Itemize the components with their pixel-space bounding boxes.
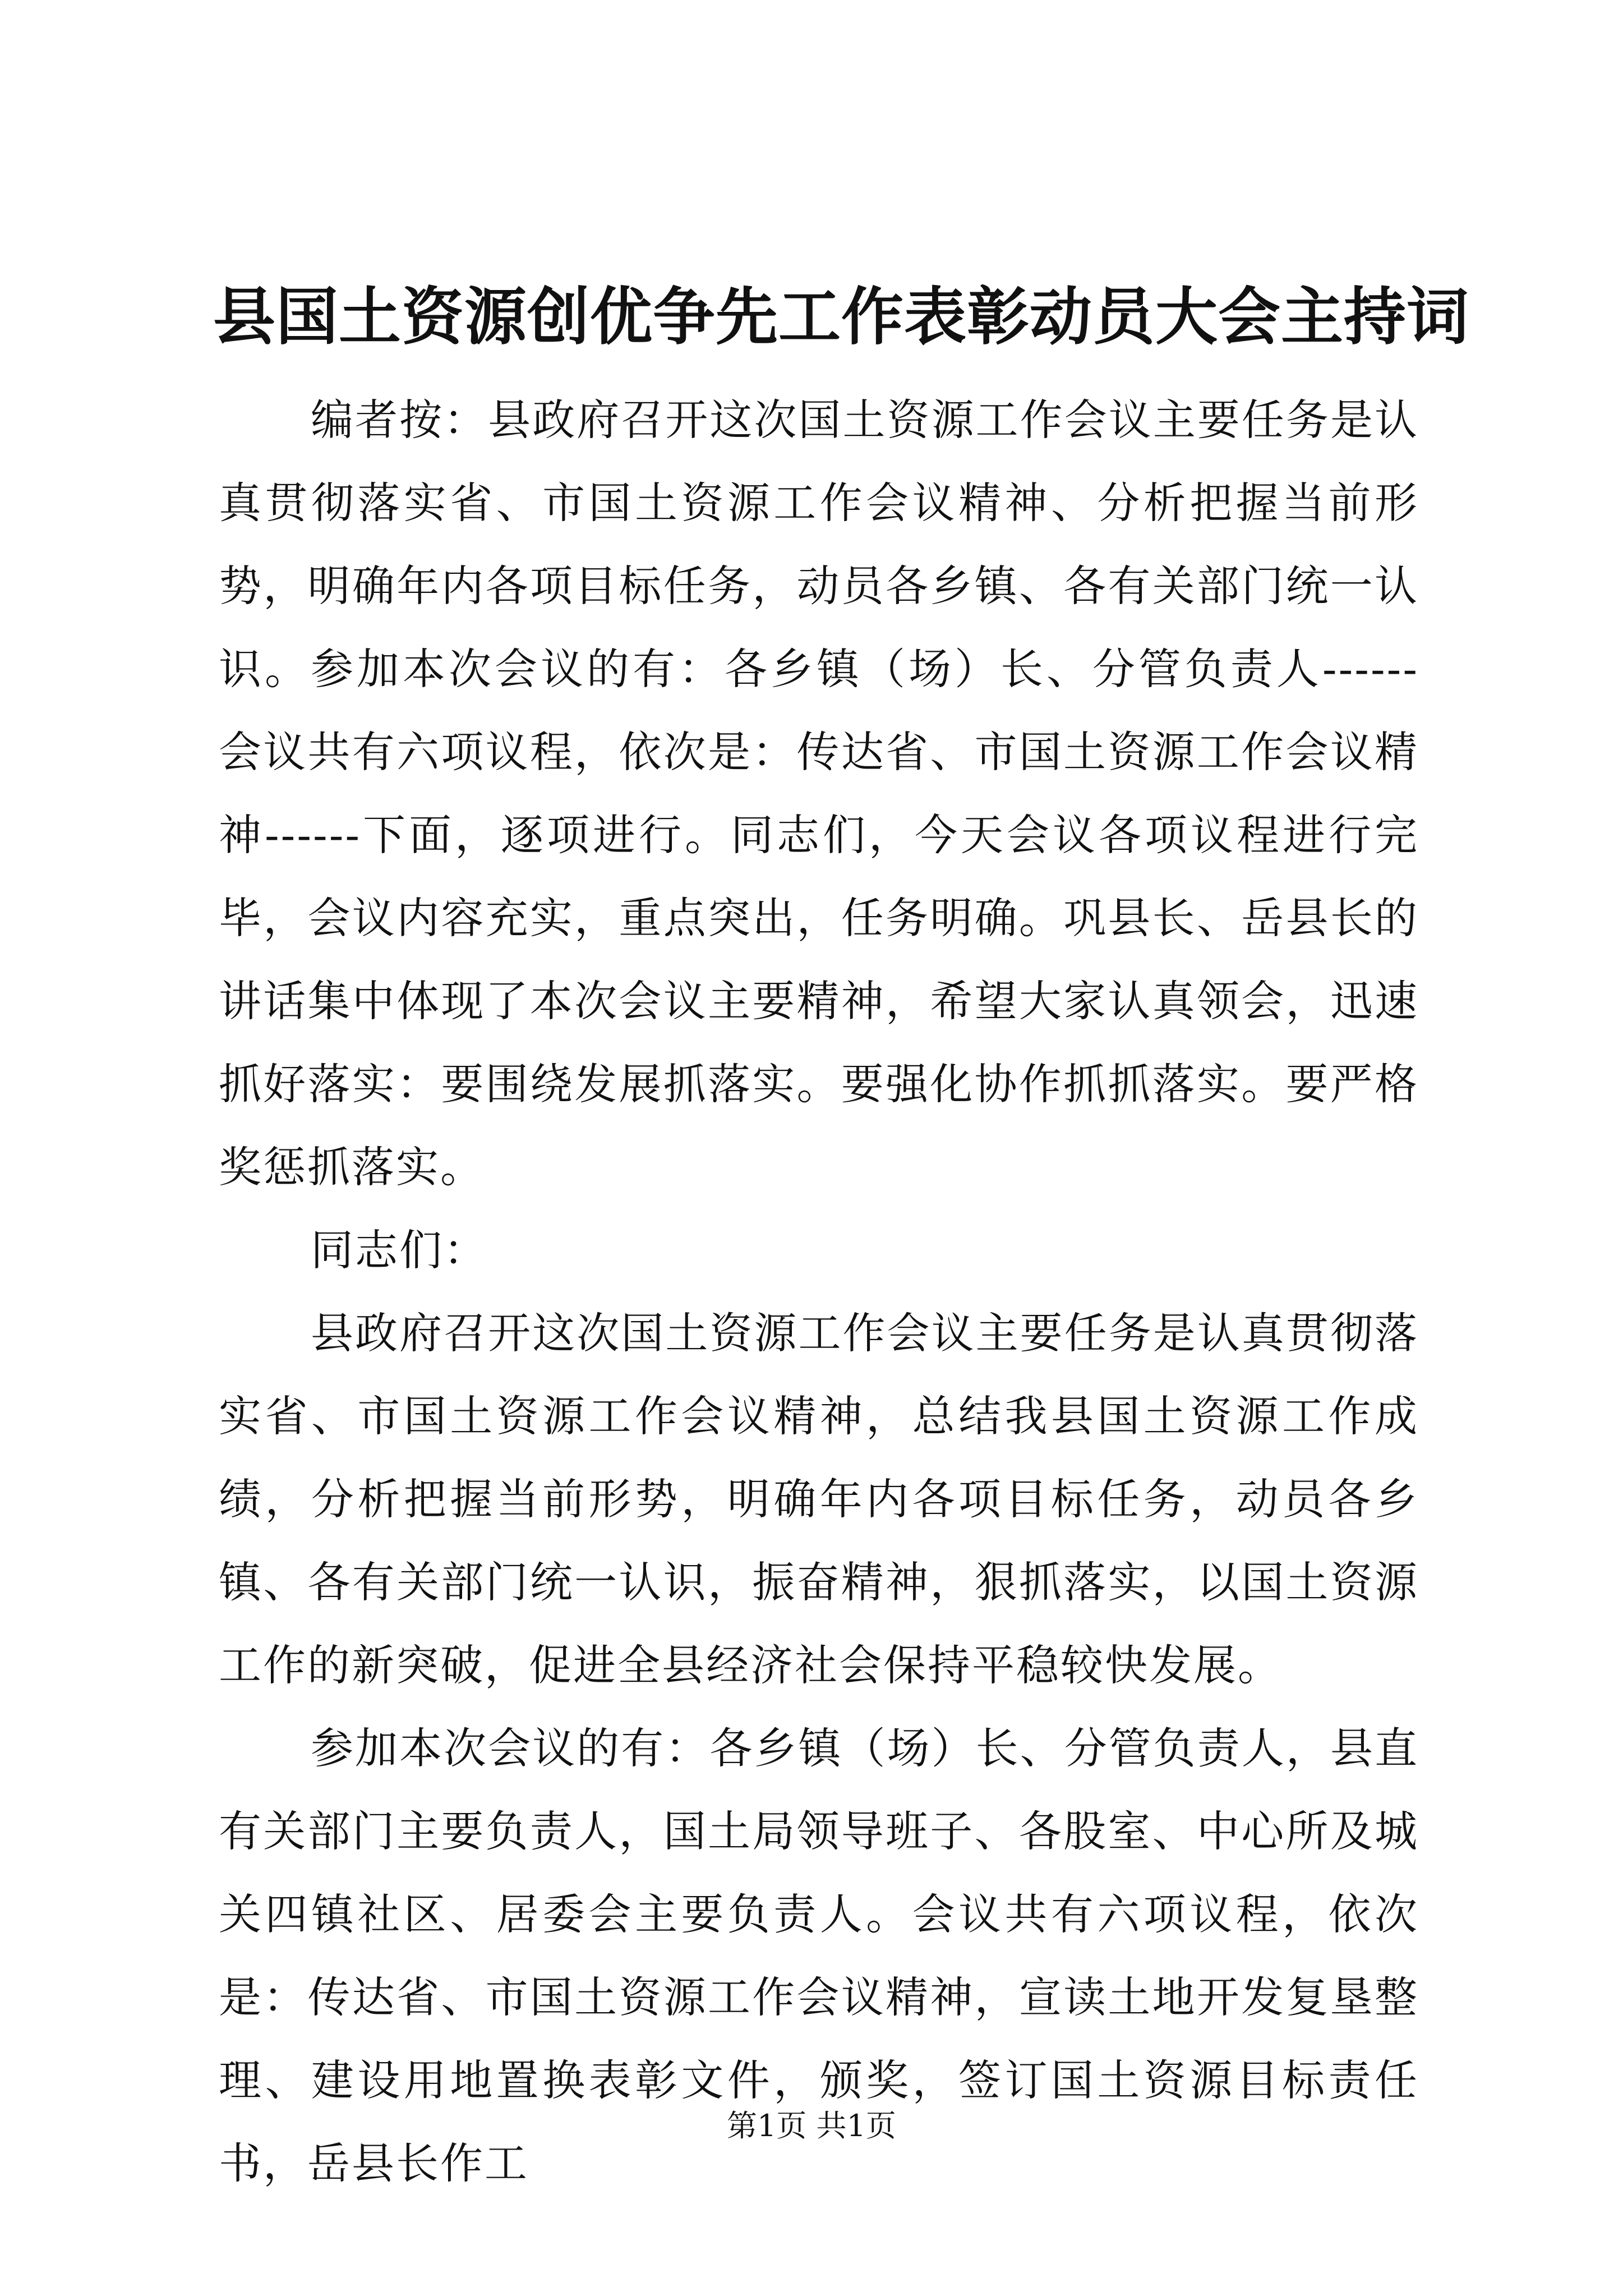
body-paragraph: 县政府召开这次国土资源工作会议主要任务是认真贯彻落实省、市国土资源工作会议精神，总结我县国土资源工作成绩，分析把握当前形势，明确年内各项目标任务，动员各乡镇、各有关部门统一认识，振奋精神，狠抓落实，以国土资源工作的新突破，促进全县经济社会保持平稳较快发展。: [219, 1308, 1419, 1690]
document-body: [219, 379, 1419, 2205]
salutation-paragraph: 同志们：: [311, 1225, 488, 1275]
editor-note-paragraph: 编者按：县政府召开这次国土资源工作会议主要任务是认真贯彻落实省、市国土资源工作会议精神、分析把握当前形势，明确年内各项目标任务，动员各乡镇、各有关部门统一认识。参加本次会议的有：各乡镇（场）长、分管负责人------会议共有六项议程，依次是：传达省、市国土资源工作会议精神------下面，逐项进行。同志们，今天会议各项议程进行完毕，会议内容充实，重点突出，任务明确。巩县长、岳县长的讲话集中体现了本次会议主要精神，希望大家认真领会，迅速抓好落实：要围绕发展抓落实。要强化协作抓抓落实。要严格奖惩抓落实。: [219, 395, 1419, 1192]
body-paragraph: 参加本次会议的有：各乡镇（场）长、分管负责人，县直有关部门主要负责人，国土局领导班子、各股室、中心所及城关四镇社区、居委会主要负责人。会议共有六项议程，依次是：传达省、市国土资源工作会议精神，宣读土地开发复垦整理、建设用地置换表彰文件，颁奖，签订国土资源目标责任书，岳县长作工: [219, 1723, 1419, 2188]
document-title: 县国土资源创优争先工作表彰动员大会主持词: [213, 280, 1470, 353]
page-footer: 第1页 共1页: [727, 2108, 896, 2143]
